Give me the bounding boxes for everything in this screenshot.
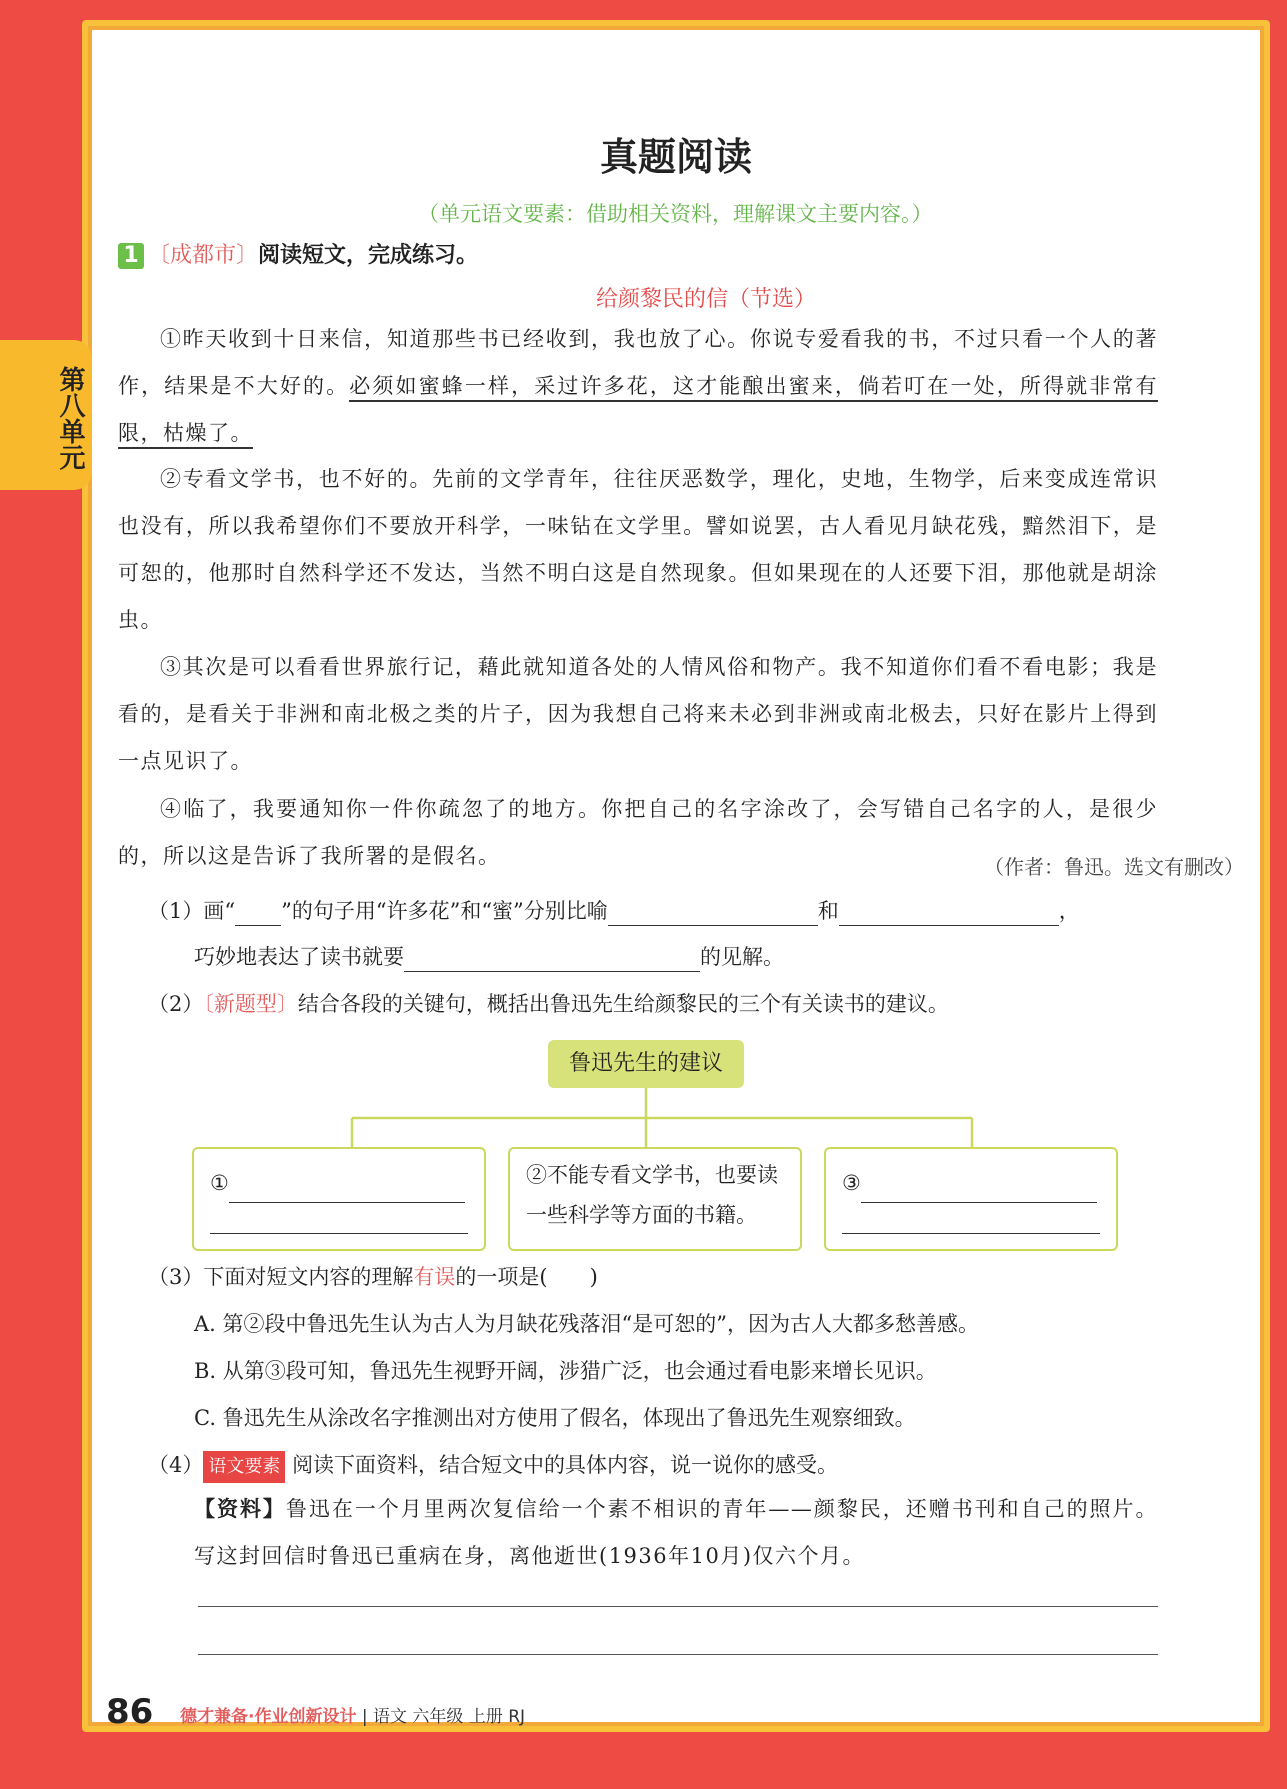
- answer-line-2[interactable]: [198, 1652, 1158, 1655]
- mindmap-box-1[interactable]: [192, 1147, 486, 1251]
- q2-text: 结合各段的关键句，概括出鲁迅先生给颜黎民的三个有关读书的建议。: [297, 992, 949, 1016]
- page-number: 86: [106, 1692, 154, 1732]
- question-instruction: 阅读短文，完成练习。: [258, 243, 479, 268]
- question-1: [148, 896, 1080, 926]
- material-text: 鲁迅在一个月里两次复信给一个素不相识的青年——颜黎民，还赠书刊和自己的照片。写这封回信时鲁迅已重病在身，离他逝世(1936年10月)仅六个月。: [194, 1497, 1159, 1568]
- box3-label: ③: [842, 1171, 861, 1195]
- article-title: 给颜黎民的信（节选）: [595, 287, 816, 312]
- paragraph-1: [118, 316, 1158, 457]
- box1-blank-2[interactable]: [210, 1209, 468, 1234]
- region-tag: 〔成都市〕: [148, 243, 259, 268]
- q3-highlight: 有误: [413, 1265, 456, 1289]
- box1-label: ①: [210, 1171, 229, 1195]
- paragraph-1-text: ①昨天收到十日来信，知道那些书已经收到，我也放了心。你说专爱看我的书，不过只看一个人的著作，结果是不大好的。: [118, 327, 1158, 398]
- question-number: 1: [118, 243, 144, 269]
- mindmap-box-2: [508, 1147, 802, 1251]
- q3-option-b[interactable]: B. 从第③段可知，鲁迅先生视野开阔，涉猎广泛，也会通过看电影来增长见识。: [194, 1359, 937, 1383]
- q4-label: （4）: [148, 1453, 204, 1477]
- box2-text: ②不能专看文学书，也要读一些科学等方面的书籍。: [526, 1163, 778, 1227]
- unit-side-tab-label: 第八单元: [55, 366, 85, 470]
- unit-subtitle: （单元语文要素：借助相关资料，理解课文主要内容。）: [418, 202, 933, 226]
- box1-blank[interactable]: [229, 1182, 465, 1203]
- q4-badge: 语文要素: [203, 1451, 285, 1483]
- q2-label: （2）: [148, 992, 204, 1016]
- mindmap-connectors: [88, 1086, 1264, 1150]
- material-label: 【资料】: [194, 1497, 286, 1521]
- answer-line-1[interactable]: [198, 1604, 1158, 1607]
- q1-text-b: ”的句子用“许多花”和“蜜”分别比喻: [281, 899, 608, 923]
- q1-text-e: 巧妙地表达了读书就要: [194, 945, 404, 969]
- q3-option-c[interactable]: C. 鲁迅先生从涂改名字推测出对方使用了假名，体现出了鲁迅先生观察细致。: [194, 1406, 916, 1430]
- q4-text: 阅读下面资料，结合短文中的具体内容，说一说你的感受。: [292, 1453, 839, 1477]
- q1-blank-3[interactable]: [404, 951, 700, 972]
- q1-text-d: ，: [1058, 899, 1080, 923]
- q2-tag: 〔新题型〕: [203, 992, 298, 1016]
- footer-brand: 德才兼备·作业创新设计: [180, 1707, 357, 1727]
- paragraph-2: ②专看文学书，也不好的。先前的文学青年，往往厌恶数学，理化，史地，生物学，后来变成连常识也没有，所以我希望你们不要放开科学，一味钻在文学里。譬如说罢，古人看见月缺花残，黯然泪下，是可恕的，他那时自然科学还不发达，当然不明白这是自然现象。但如果现在的人还要下泪，那他就是胡涂虫。: [118, 467, 1158, 632]
- unit-side-tab: [0, 340, 92, 490]
- mindmap-box-3[interactable]: [824, 1147, 1118, 1251]
- mindmap-root: 鲁迅先生的建议: [548, 1040, 744, 1088]
- box3-blank[interactable]: [861, 1182, 1097, 1203]
- question-2: [148, 989, 949, 1019]
- q1-blank-1[interactable]: [608, 905, 818, 926]
- question-4: [148, 1450, 838, 1483]
- q3-text-pre: （3）下面对短文内容的理解: [148, 1265, 414, 1289]
- page-paper: [82, 20, 1270, 1732]
- question-header: [118, 238, 478, 269]
- q3-option-a[interactable]: A. 第②段中鲁迅先生认为古人为月缺花残落泪“是可恕的”，因为古人大都多愁善感。: [194, 1312, 979, 1336]
- question-3: [148, 1262, 598, 1292]
- q1-blank-mark[interactable]: [235, 905, 281, 926]
- footer-info: 语文 六年级 上册 RJ: [373, 1707, 526, 1727]
- q1-blank-2[interactable]: [839, 905, 1059, 926]
- page-title: 真题阅读: [599, 135, 752, 179]
- underlined-sentence: 必须如蜜蜂一样，采过许多花，这才能酿出蜜来，倘若叮在一处，所得就非常有限，枯燥了。: [118, 374, 1158, 449]
- q1-text-f: 的见解。: [700, 945, 784, 969]
- q1-text-a: （1）画“: [148, 899, 236, 923]
- author-note: （作者：鲁迅。选文有删改）: [984, 855, 1244, 879]
- q1-text-c: 和: [817, 899, 839, 923]
- paragraph-4: ④临了，我要通知你一件你疏忽了的地方。你把自己的名字涂改了，会写错自己名字的人，是很少的，所以这是告诉了我所署的是假名。: [118, 797, 1158, 868]
- q3-text-post: 的一项是( ): [455, 1265, 598, 1289]
- question-1-line-2: [194, 942, 784, 972]
- paragraph-3: ③其次是可以看看世界旅行记，藉此就知道各处的人情风俗和物产。我不知道你们看不看电影；我是看的，是看关于非洲和南北极之类的片子，因为我想自己将来未必到非洲或南北极去，只好在影片上得到一点见识了。: [118, 655, 1158, 773]
- box3-blank-2[interactable]: [842, 1209, 1100, 1234]
- footer-text: 德才兼备·作业创新设计 | 语文 六年级 上册 RJ: [180, 1707, 526, 1727]
- material-block: [194, 1486, 1158, 1580]
